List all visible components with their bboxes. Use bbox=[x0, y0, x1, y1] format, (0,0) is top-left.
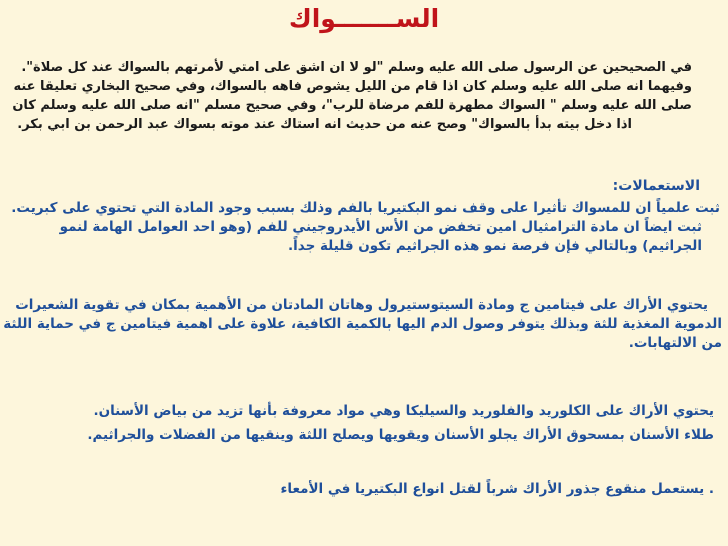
vitamin-line: الدموية المغذية للثة وبذلك يتوفر وصول الدم اليها بالكمية الكافية، علاوة على اهمية فيتامين ج في حماية اللثة bbox=[3, 316, 722, 332]
slide-title: الســـــــواك bbox=[288, 4, 440, 33]
uses-line: ثبت علمياً ان للمسواك تأثيرا على وقف نمو البكتيريا بالفم وذلك بسبب وجود المادة التي تحتوي على كبريت. bbox=[11, 200, 720, 216]
vitamin-line: من الالتهابات. bbox=[628, 335, 722, 351]
uses-paragraph bbox=[8, 199, 720, 256]
intro-line: وفيهما انه صلى الله عليه وسلم كان اذا قام من الليل يشوص فاهه بالسواك، وفي صحيح البخاري تعليقا عنه bbox=[13, 79, 692, 94]
whitening-line: يحتوي الأراك على الكلوريد والفلوريد والسيليكا وهي مواد معروفة بأنها تزيد من بياض الأسنان. bbox=[93, 403, 714, 419]
intro-line: في الصحيحين عن الرسول صلى الله عليه وسلم "لو لا ان اشق على امتي لأمرتهم بالسواك عند كل صلاة". bbox=[21, 60, 692, 75]
vitamin-paragraph bbox=[3, 296, 722, 353]
roots-line: . يستعمل منقوع جذور الأراك شرباً لقتل انواع البكتيريا في الأمعاء bbox=[280, 481, 714, 497]
uses-line: ثبت ايضاً ان مادة الترامثيال امين تخفض من الأس الأيدروجيني للفم (وهو احد العوامل الهامة لنمو bbox=[59, 219, 702, 235]
intro-line: اذا دخل بيته بدأ بالسواك" وصح عنه من حديث انه استاك عند موته بسواك عبد الرحمن بن ابي بكر. bbox=[17, 117, 632, 132]
intro-paragraph bbox=[12, 58, 692, 134]
uses-line: الجراثيم) وبالتالي فإن فرصة نمو هذه الجراثيم تكون قليلة جداً. bbox=[288, 238, 702, 254]
polish-line: طلاء الأسنان بمسحوق الأراك يجلو الأسنان ويقويها ويصلح اللثة وينقيها من الفضلات والجراثيم. bbox=[87, 427, 714, 443]
intro-line: صلى الله عليه وسلم " السواك مطهرة للفم مرضاة للرب"، وفي صحيح مسلم "انه صلى الله عليه وسلم كان bbox=[12, 98, 692, 113]
vitamin-line: يحتوي الأراك على فيتامين ج ومادة السيتوستيرول وهاتان المادتان من الأهمية بمكان في تقوية الشعيرات bbox=[15, 297, 708, 313]
uses-heading: الاستعمالات: bbox=[612, 178, 700, 194]
